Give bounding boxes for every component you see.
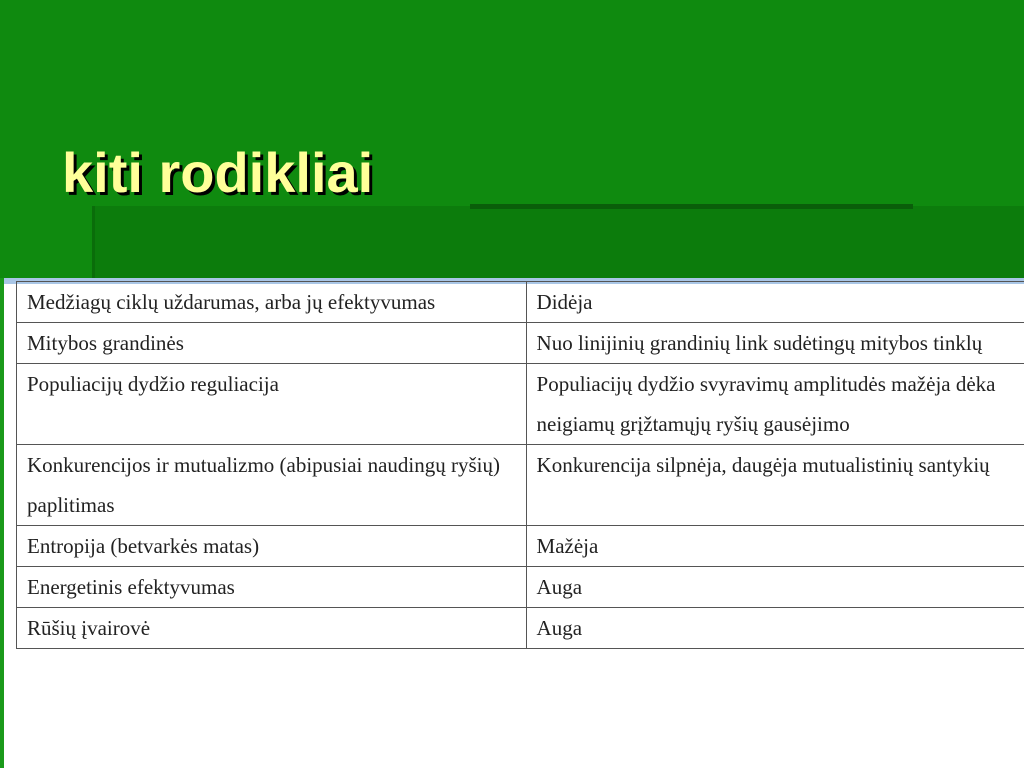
indicators-table (16, 281, 1024, 649)
table-row (17, 445, 1024, 526)
change-cell: Populiacijų dydžio svyravimų amplitudės mažėja dėka neigiamų grįžtamųjų ryšių gausėjimo (526, 364, 1024, 445)
table-row (17, 323, 1024, 364)
left-accent-bar (0, 278, 4, 768)
change-cell: Nuo linijinių grandinių link sudėtingų mitybos tinklų (526, 323, 1024, 364)
slide-title: kiti rodikliai (62, 141, 374, 204)
table-row (17, 567, 1024, 608)
indicator-cell: Entropija (betvarkės matas) (17, 526, 527, 567)
change-cell: Konkurencija silpnėja, daugėja mutualistinių santykių (526, 445, 1024, 526)
table-row (17, 364, 1024, 445)
table-row (17, 282, 1024, 323)
slide-header (0, 0, 1024, 278)
header-vertical-line (92, 206, 95, 278)
indicator-cell: Populiacijų dydžio reguliacija (17, 364, 527, 445)
indicator-cell: Konkurencijos ir mutualizmo (abipusiai naudingų ryšių) paplitimas (17, 445, 527, 526)
indicator-cell: Medžiagų ciklų uždarumas, arba jų efektyvumas (17, 282, 527, 323)
table-row (17, 608, 1024, 649)
change-cell: Mažėja (526, 526, 1024, 567)
header-shade-panel (94, 206, 1024, 278)
indicator-cell: Mitybos grandinės (17, 323, 527, 364)
change-cell: Auga (526, 567, 1024, 608)
indicator-cell: Energetinis efektyvumas (17, 567, 527, 608)
change-cell: Auga (526, 608, 1024, 649)
title-underline-rule (470, 204, 913, 209)
indicator-cell: Rūšių įvairovė (17, 608, 527, 649)
table-row (17, 526, 1024, 567)
change-cell: Didėja (526, 282, 1024, 323)
